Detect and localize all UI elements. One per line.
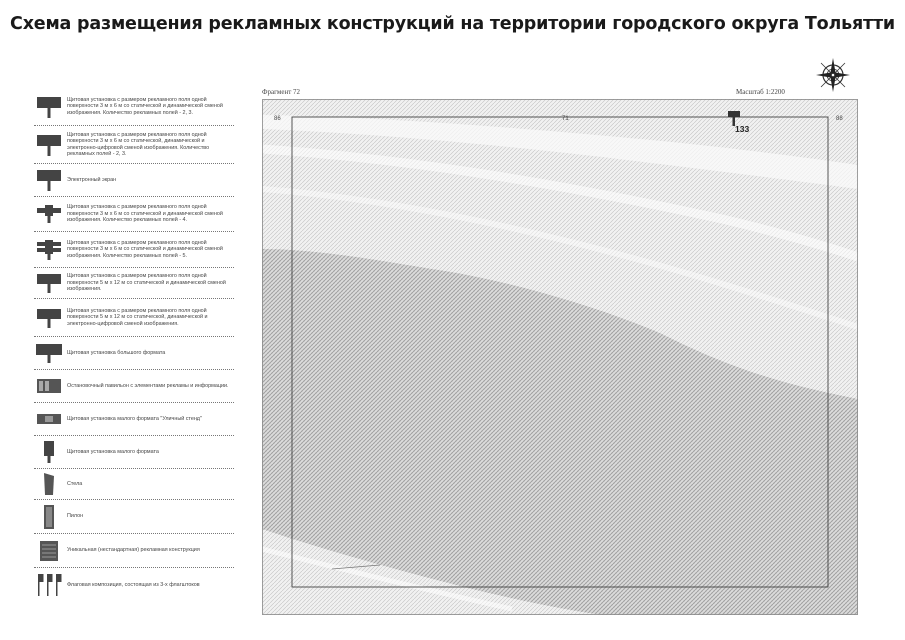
legend-text: Пилон [67,513,84,520]
legend-item [34,164,234,197]
legend-text: Щитовая установка с размером рекламного поля одной поверхности 3 м х 6 м со статической и динамической сменой изображения. Количество рекламных полей - 4. [67,204,223,224]
legend-text: Электронный экран [67,176,117,183]
large-billboard-icon [35,342,63,364]
legend-item [34,436,234,469]
unique-construction-icon [39,540,59,562]
compass-rose-icon [815,57,851,93]
legend-item [34,197,234,232]
legend-text: Щитовая установка с размером рекламного поля одной поверхности 3 м х 6 м со статической, динамической и электронно-цифровой сменой изображения. Количество рекламных полей - 2, 3. [67,131,210,157]
legend-text: Стела [67,480,83,487]
bus-stop-pavilion-icon [36,378,62,394]
pylon-icon [42,504,56,530]
legend-item [34,568,234,602]
small-billboard-icon [42,440,56,464]
billboard-icon [36,95,62,119]
legend-text: Щитовая установка с размером рекламного поля одной поверхности 3 м х 6 м со статической и динамической сменой изображения. Количество рекламных полей - 5. [67,239,223,259]
marker-number: 133 [735,124,750,134]
scale-label: Масштаб 1:2200 [736,88,785,96]
legend-text: Щитовая установка с размером рекламного поля одной поверхности 5 м х 12 м со статической, динамической и электронно-цифровой сменой изображения. [67,307,208,327]
legend-item [34,370,234,403]
legend-text: Флаговая композиция, состоящая из 3-х флагштоков [67,581,200,588]
fragment-label: Фрагмент 72 [262,88,301,96]
stela-icon [42,472,56,496]
billboard-icon [36,272,62,294]
flag-composition-icon [36,573,62,597]
street-stand-icon [36,413,62,425]
grid-label: 86 [274,116,281,122]
legend-item [34,232,234,268]
legend-item [34,469,234,500]
legend-item [34,299,234,337]
billboard-icon [36,133,62,157]
legend-text: Щитовая установка с размером рекламного поля одной поверхности 3 м х 6 м со статической и динамической сменой изображения. Количество рекламных полей - 2, 3. [67,96,223,116]
legend-text: Щитовая установка большого формата [67,349,166,356]
billboard-icon [728,111,740,117]
legend-text: Щитовая установка малого формата "Уличный стенд" [67,415,202,422]
legend-item [34,126,234,164]
legend [34,88,234,602]
billboard-four-sided-icon [36,204,62,224]
legend-text: Остановочный павильон с элементами рекламы и информации. [67,382,229,389]
legend-text: Щитовая установка малого формата [67,448,159,455]
billboard-icon [36,307,62,329]
legend-item [34,534,234,568]
electronic-screen-icon [36,168,62,192]
grid-label: 88 [836,116,843,122]
legend-item [34,337,234,370]
legend-text: Уникальная (нестандартная) рекламная конструкция [67,547,200,554]
legend-item [34,403,234,436]
legend-text: Щитовая установка с размером рекламного поля одной поверхности 5 м х 12 м со статической и динамической сменой изображения. [67,273,226,293]
legend-item [34,88,234,126]
map-area[interactable] [262,99,858,615]
legend-item [34,500,234,534]
grid-label: 71 [562,116,569,122]
page-title: Схема размещения рекламных конструкций на территории городского округа Тольятти [10,14,895,34]
legend-item [34,268,234,299]
billboard-five-sided-icon [36,239,62,261]
